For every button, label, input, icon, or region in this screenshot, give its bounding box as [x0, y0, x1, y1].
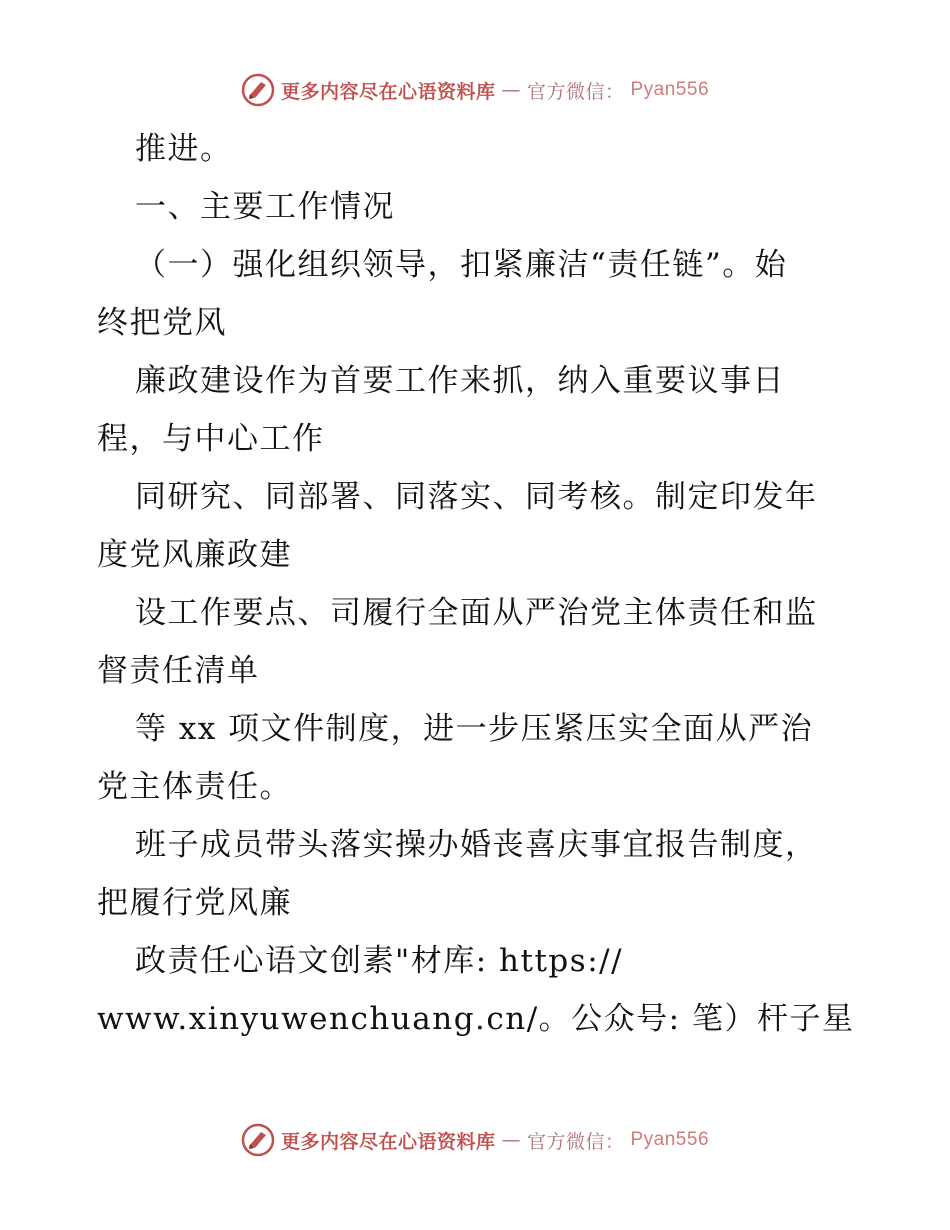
header-dash: —: [501, 79, 521, 101]
brand-logo-icon: [241, 1123, 275, 1157]
text-line: 政责任心语文创素"材库: https://: [135, 943, 624, 979]
text-line: 设工作要点、司履行全面从严治党主体责任和监: [135, 595, 818, 631]
document-body: [97, 120, 857, 1048]
footer-brand: 更多内容尽在心语资料库: [280, 1130, 496, 1153]
text-line: 班子成员带头落实操办婚丧喜庆事宜报告制度，: [135, 827, 818, 863]
page-header: [0, 70, 950, 110]
text-line: 同研究、同部署、同落实、同考核。制定印发年: [135, 479, 818, 515]
header-banner: [241, 73, 709, 107]
header-brand: 更多内容尽在心语资料库: [280, 80, 496, 103]
text-line: 度党风廉政建: [97, 537, 292, 573]
text-line: 廉政建设作为首要工作来抓，纳入重要议事日: [135, 363, 785, 399]
text-line: 督责任清单: [97, 653, 260, 689]
footer-wechat-id: Pyan556: [630, 1129, 710, 1150]
footer-label: 官方微信：: [526, 1130, 625, 1153]
page-footer: [0, 1120, 950, 1160]
text-line: 把履行党风廉: [97, 885, 292, 921]
footer-dash: —: [501, 1129, 521, 1151]
brand-logo-icon: [241, 73, 275, 107]
text-line: 等 xx 项文件制度，进一步压紧压实全面从严治: [135, 711, 814, 747]
text-line: www.xinyuwenchuang.cn/。公众号: 笔）杆子星: [97, 1001, 855, 1037]
text-line: （一）强化组织领导，扣紧廉洁“责任链”。始: [135, 247, 788, 283]
header-wechat-id: Pyan556: [630, 79, 710, 100]
text-line: 程，与中心工作: [97, 421, 325, 457]
text-line: 终把党风: [97, 305, 227, 341]
header-label: 官方微信：: [526, 80, 625, 103]
text-line: 推进。: [135, 131, 233, 167]
footer-banner: [241, 1123, 709, 1157]
text-line: 党主体责任。: [97, 769, 292, 805]
text-line: 一、主要工作情况: [135, 189, 395, 225]
